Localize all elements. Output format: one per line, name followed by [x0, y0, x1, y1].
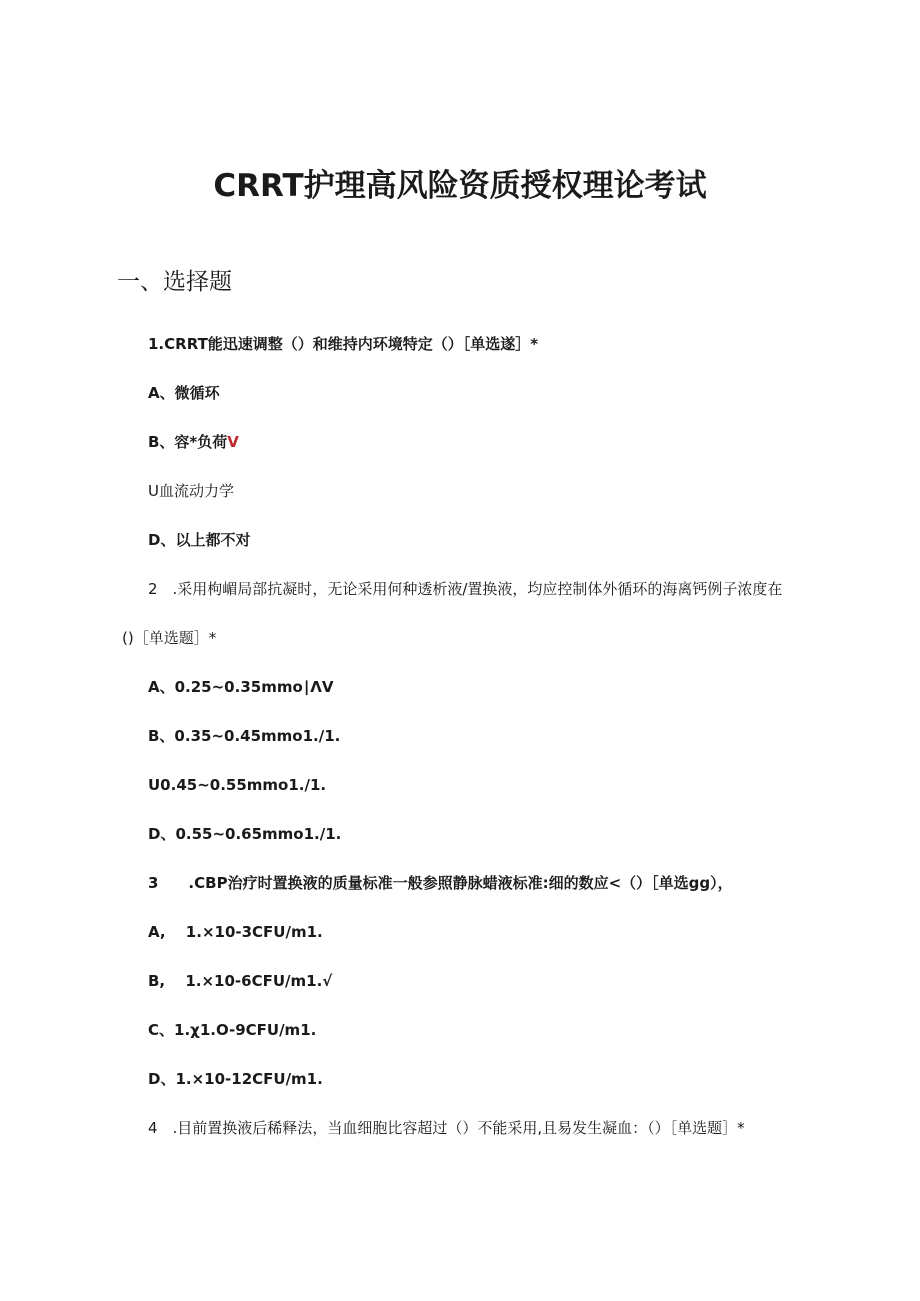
question-3-option-a: A, 1.×10-3CFU/m1.: [148, 923, 323, 941]
option-text: A、微循环: [148, 384, 220, 402]
question-1-option-b: [148, 431, 239, 453]
question-1-option-d: [148, 529, 250, 551]
question-3-option-b: B, 1.×10-6CFU/m1.√: [148, 972, 333, 990]
question-2-option-b: B、0.35~0.45mmo1./1.: [148, 727, 341, 745]
section-heading: 一、选择题: [117, 269, 232, 295]
question-1-stem: 1.CRRT能迅速调整（）和维持内环境特定（）［单选遂］*: [148, 335, 539, 353]
answer-mark: V: [227, 433, 239, 451]
question-1-option-a: [148, 382, 220, 404]
question-3-option-c: C、1.χ1.O-9CFU/m1.: [148, 1021, 317, 1039]
question-2-stem-line-1: 2 .采用枸嵋局部抗凝时，无论采用何种透析液/置换液，均应控制体外循环的海离钙例子浓度在: [148, 580, 783, 598]
question-3-option-d: D、1.×10-12CFU/m1.: [148, 1070, 323, 1088]
option-text: D、以上都不对: [148, 531, 251, 549]
question-2-stem-line-2: ()［单选题］*: [122, 629, 217, 647]
question-2-option-c: U0.45~0.55mmo1./1.: [148, 776, 327, 794]
question-1-option-c: U血流动力学: [148, 482, 234, 500]
question-4-stem: 4 .目前置换液后稀释法，当血细胞比容超过（）不能采用,且易发生凝血：（）［单选题］*: [148, 1119, 745, 1137]
option-text: B、容*负荷: [148, 433, 228, 451]
question-2-option-a: A、0.25~0.35mmo∣ΛV: [148, 678, 334, 696]
question-3-stem: 3 .CBP治疗时置换液的质量标准一般参照静脉蜡液标准:细的数应<（）［单选gg），: [148, 874, 733, 892]
exam-title: CRRT护理高风险资质授权理论考试: [213, 168, 707, 204]
question-2-option-d: D、0.55~0.65mmo1./1.: [148, 825, 342, 843]
